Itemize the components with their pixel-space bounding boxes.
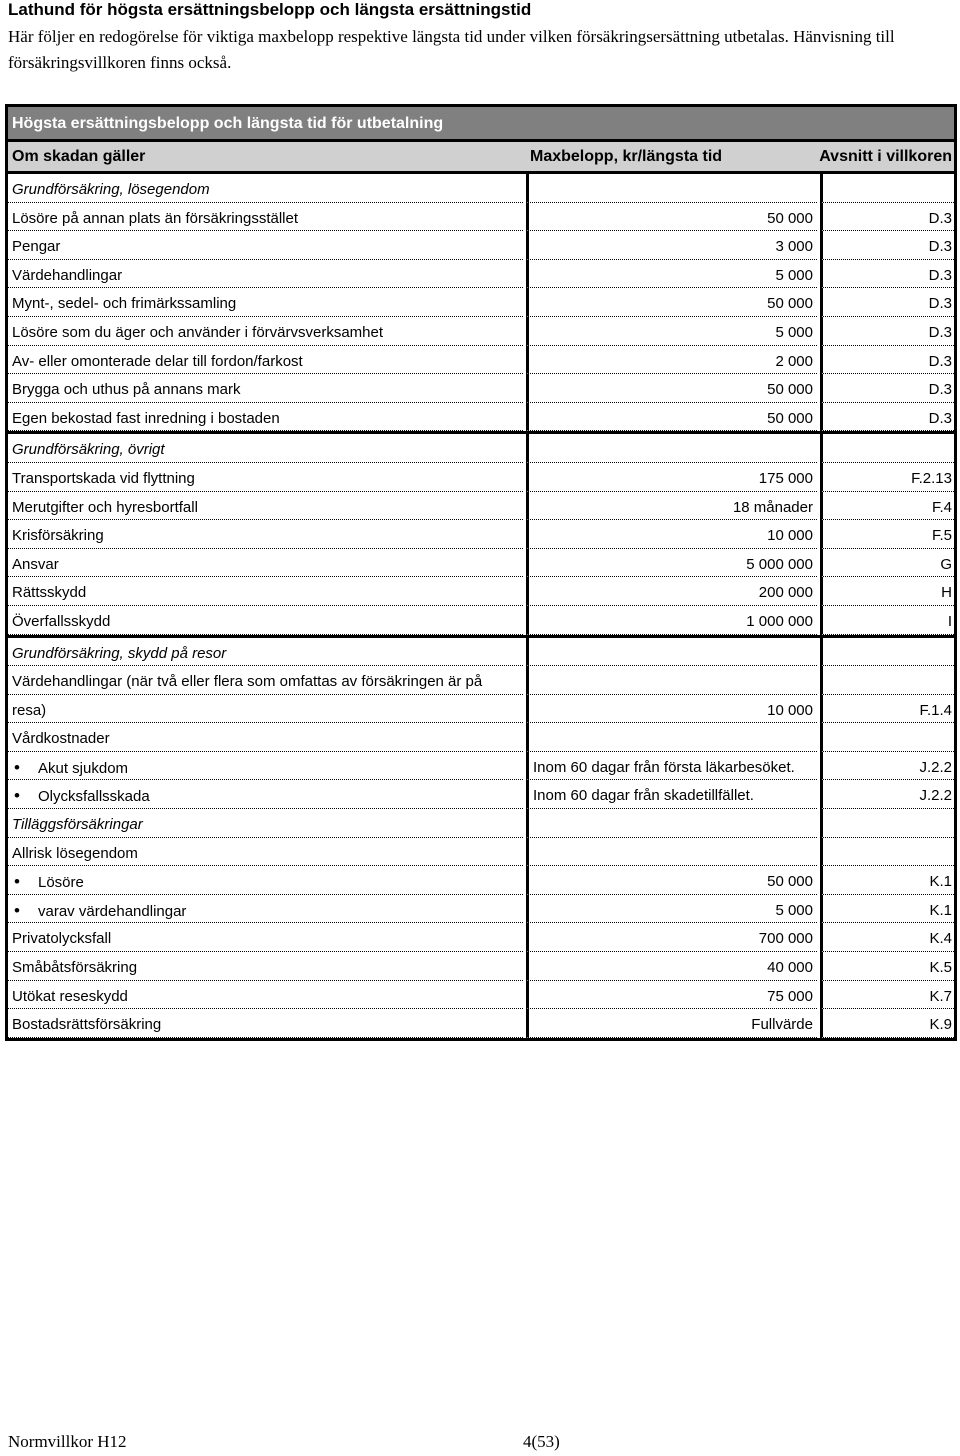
row-label-cell <box>8 549 523 578</box>
row-max-value <box>526 434 817 463</box>
row-label-cell <box>8 577 523 606</box>
row-label: Allrisk lösegendom <box>12 844 138 862</box>
row-label: Överfallsskydd <box>12 612 111 630</box>
table-row <box>8 403 954 432</box>
row-label-cell <box>8 838 523 867</box>
table-heading: Högsta ersättningsbelopp och längsta tid för utbetalning <box>8 107 954 142</box>
row-max-value: 200 000 <box>526 577 817 606</box>
bullet-icon <box>12 780 38 809</box>
table-row <box>8 463 954 492</box>
row-label-cell <box>8 809 523 838</box>
row-max-value: 175 000 <box>526 463 817 492</box>
row-max-value <box>526 723 817 752</box>
table-header-row <box>8 142 954 174</box>
table-row <box>8 695 954 724</box>
row-max-value: 2 000 <box>526 346 817 375</box>
row-max-value: 700 000 <box>526 923 817 952</box>
row-section-ref: F.1.4 <box>820 695 954 724</box>
table-row <box>8 231 954 260</box>
row-section-ref: J.2.2 <box>820 752 954 781</box>
table-row <box>8 895 954 924</box>
table-body <box>8 174 954 1038</box>
row-max-value: 50 000 <box>526 374 817 403</box>
row-label-cell <box>8 403 523 432</box>
row-section-ref: D.3 <box>820 317 954 346</box>
table-row <box>8 549 954 578</box>
row-section-ref: D.3 <box>820 288 954 317</box>
row-max-value: 50 000 <box>526 403 817 432</box>
row-label-cell <box>8 374 523 403</box>
row-section-ref: D.3 <box>820 260 954 289</box>
bullet-icon <box>12 866 38 895</box>
row-max-value: 5 000 000 <box>526 549 817 578</box>
row-label-cell <box>8 317 523 346</box>
row-max-value: 5 000 <box>526 317 817 346</box>
row-label: Av- eller omonterade delar till fordon/farkost <box>12 352 303 370</box>
row-label-cell <box>8 780 523 809</box>
row-section-ref: K.4 <box>820 923 954 952</box>
row-label: Bostadsrättsförsäkring <box>12 1016 162 1034</box>
benefit-table <box>5 104 957 1041</box>
column-header-subject: Om skadan gäller <box>12 148 146 165</box>
row-label: Värdehandlingar <box>12 266 123 284</box>
bullet-icon <box>12 752 38 781</box>
row-label: Brygga och uthus på annans mark <box>12 381 241 399</box>
row-label: Rättsskydd <box>12 584 87 602</box>
row-section-ref: D.3 <box>820 374 954 403</box>
row-label-cell <box>8 492 523 521</box>
table-row <box>8 923 954 952</box>
row-section-ref: K.9 <box>820 1009 954 1038</box>
row-max-value <box>526 838 817 867</box>
row-label: Krisförsäkring <box>12 527 104 545</box>
row-section-ref: D.3 <box>820 231 954 260</box>
row-max-value: 3 000 <box>526 231 817 260</box>
table-row <box>8 317 954 346</box>
row-section-ref: K.7 <box>820 981 954 1010</box>
row-section-ref: K.1 <box>820 866 954 895</box>
row-section-ref <box>820 723 954 752</box>
table-row <box>8 374 954 403</box>
row-section-ref: F.2.13 <box>820 463 954 492</box>
table-row <box>8 606 954 635</box>
row-label-cell <box>8 520 523 549</box>
table-row <box>8 952 954 981</box>
intro-paragraph: Här följer en redogörelse för viktiga maxbelopp respektive längsta tid under vilken försäkringsersättning utbetalas. Hänvisning till försäkringsvillkoren finns också. <box>8 27 895 72</box>
row-label: Grundförsäkring, lösegendom <box>12 181 210 198</box>
row-label: Tilläggsförsäkringar <box>12 816 143 834</box>
row-max-value: 40 000 <box>526 952 817 981</box>
row-section-ref: F.5 <box>820 520 954 549</box>
row-section-ref: D.3 <box>820 203 954 232</box>
row-label: resa) <box>12 701 47 719</box>
row-section-ref <box>820 174 954 203</box>
row-section-ref: G <box>820 549 954 578</box>
row-label: Merutgifter och hyresbortfall <box>12 498 198 516</box>
row-label: Lösöre <box>38 874 84 892</box>
row-label: Ansvar <box>12 555 59 573</box>
row-section-ref: J.2.2 <box>820 780 954 809</box>
row-section-ref <box>820 638 954 667</box>
section-row <box>8 809 954 838</box>
row-max-value <box>526 666 817 695</box>
row-label-cell <box>8 288 523 317</box>
row-max-value: 10 000 <box>526 520 817 549</box>
row-section-ref <box>820 434 954 463</box>
row-label: Utökat reseskydd <box>12 987 128 1005</box>
table-row <box>8 577 954 606</box>
column-header-section: Avsnitt i villkoren <box>819 148 952 165</box>
row-label: Grundförsäkring, skydd på resor <box>12 644 227 662</box>
row-label-cell <box>8 866 523 895</box>
row-section-ref: I <box>820 606 954 635</box>
section-row <box>8 635 954 667</box>
table-row <box>8 520 954 549</box>
row-label: Småbåtsförsäkring <box>12 959 138 977</box>
row-label-cell <box>8 463 523 492</box>
row-section-ref <box>820 666 954 695</box>
row-label-cell <box>8 346 523 375</box>
table-row <box>8 203 954 232</box>
row-label: Värdehandlingar (när två eller flera som omfattas av försäkringen är på <box>12 673 483 691</box>
row-label-cell <box>8 434 523 463</box>
row-label-cell <box>8 981 523 1010</box>
row-label-cell <box>8 723 523 752</box>
table-row <box>8 260 954 289</box>
row-max-value: 50 000 <box>526 288 817 317</box>
row-max-value: 5 000 <box>526 895 817 924</box>
row-label: Grundförsäkring, övrigt <box>12 441 165 459</box>
row-label-cell <box>8 606 523 635</box>
row-label-cell <box>8 638 523 667</box>
row-section-ref: K.1 <box>820 895 954 924</box>
row-section-ref <box>820 838 954 867</box>
table-row <box>8 838 954 867</box>
row-label: Egen bekostad fast inredning i bostaden <box>12 409 280 427</box>
row-max-value: 5 000 <box>526 260 817 289</box>
row-section-ref: H <box>820 577 954 606</box>
row-section-ref <box>820 809 954 838</box>
row-label-cell <box>8 1009 523 1038</box>
row-label-cell <box>8 174 523 203</box>
table-row <box>8 780 954 809</box>
row-section-ref: K.5 <box>820 952 954 981</box>
row-label: Mynt-, sedel- och frimärkssamling <box>12 295 237 313</box>
table-row <box>8 1009 954 1038</box>
page-title: Lathund för högsta ersättningsbelopp och längsta ersättningstid <box>8 0 532 19</box>
table-row <box>8 723 954 752</box>
row-label-cell <box>8 695 523 724</box>
table-row <box>8 752 954 781</box>
row-label: Transportskada vid flyttning <box>12 469 195 487</box>
section-row <box>8 174 954 203</box>
row-label-cell <box>8 203 523 232</box>
bullet-icon <box>12 895 38 924</box>
footer-page-number: 4(53) <box>523 1432 560 1451</box>
row-label: varav värdehandlingar <box>38 902 187 920</box>
row-max-value <box>526 638 817 667</box>
table-row <box>8 346 954 375</box>
table-row <box>8 866 954 895</box>
row-label-cell <box>8 895 523 924</box>
row-max-value: 18 månader <box>526 492 817 521</box>
table-row <box>8 492 954 521</box>
row-max-value: 50 000 <box>526 203 817 232</box>
row-max-value: 10 000 <box>526 695 817 724</box>
row-max-value: 1 000 000 <box>526 606 817 635</box>
footer-document-name: Normvillkor H12 <box>8 1432 127 1451</box>
row-section-ref: D.3 <box>820 346 954 375</box>
row-label-cell <box>8 231 523 260</box>
table-row <box>8 288 954 317</box>
table-row <box>8 981 954 1010</box>
row-label-cell <box>8 923 523 952</box>
row-max-value: Inom 60 dagar från första läkarbesöket. <box>526 752 817 781</box>
row-label-cell <box>8 666 523 695</box>
column-header-max: Maxbelopp, kr/längsta tid <box>530 148 723 165</box>
row-section-ref: F.4 <box>820 492 954 521</box>
row-max-value: 75 000 <box>526 981 817 1010</box>
row-label: Akut sjukdom <box>38 759 129 777</box>
row-section-ref: D.3 <box>820 403 954 432</box>
section-row <box>8 431 954 463</box>
table-row <box>8 666 954 695</box>
row-label-cell <box>8 260 523 289</box>
row-max-value: 50 000 <box>526 866 817 895</box>
row-max-value <box>526 809 817 838</box>
row-label: Lösöre som du äger och använder i förvärvsverksamhet <box>12 323 384 341</box>
row-max-value <box>526 174 817 203</box>
row-label: Pengar <box>12 238 61 256</box>
row-label-cell <box>8 752 523 781</box>
row-label: Lösöre på annan plats än försäkringsstället <box>12 209 299 227</box>
row-label-cell <box>8 952 523 981</box>
row-max-value: Inom 60 dagar från skadetillfället. <box>526 780 817 809</box>
row-label: Privatolycksfall <box>12 930 112 948</box>
row-max-value: Fullvärde <box>526 1009 817 1038</box>
row-label: Vårdkostnader <box>12 730 110 748</box>
row-label: Olycksfallsskada <box>38 788 150 806</box>
